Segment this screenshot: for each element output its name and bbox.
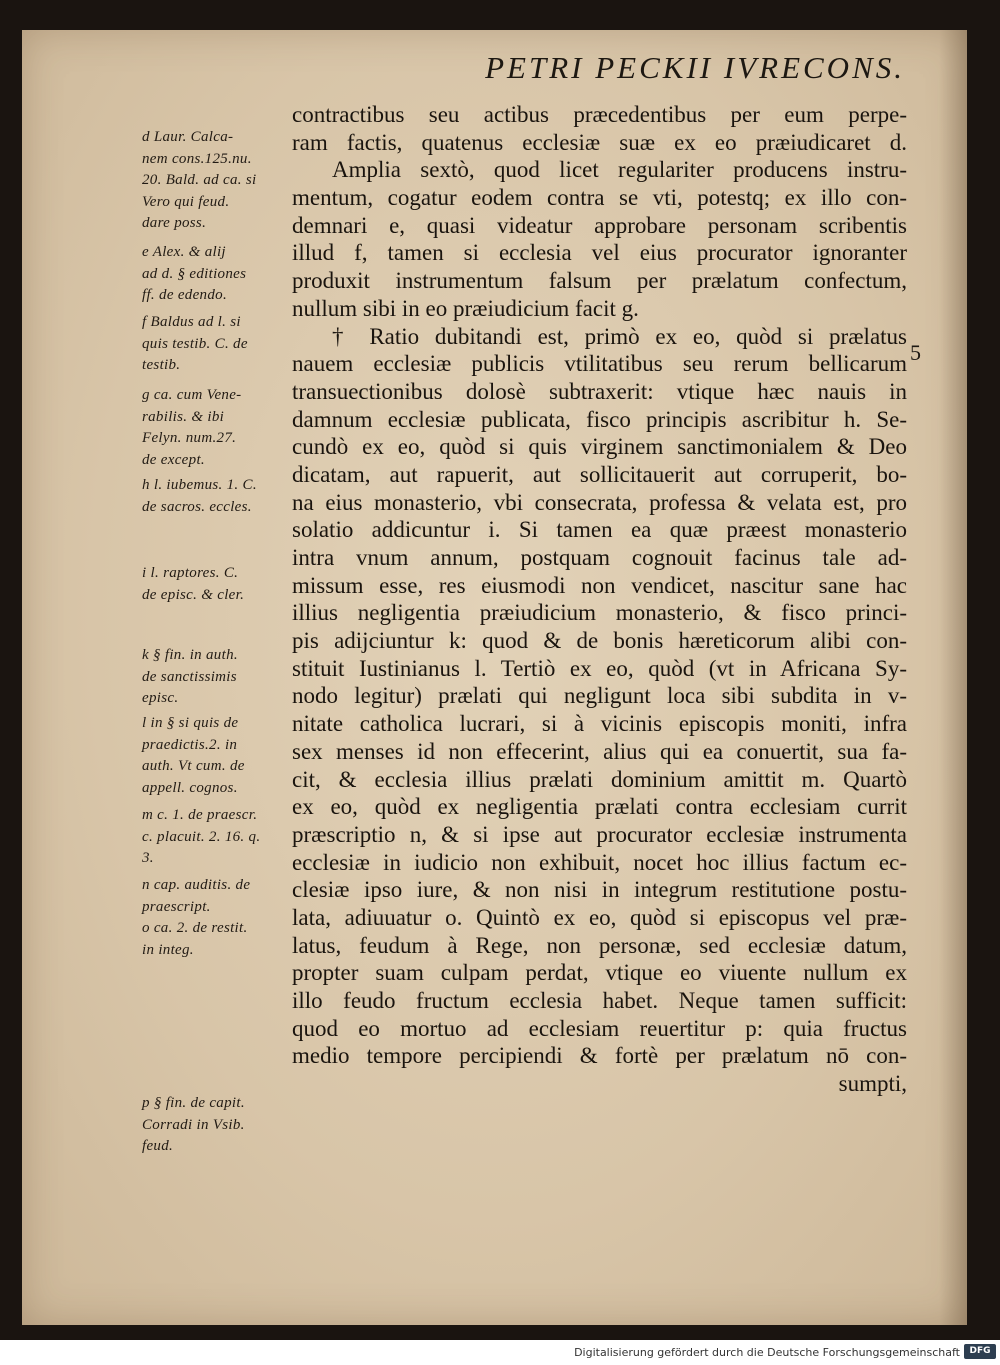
margin-note-m: m c. 1. de praescr. c. placuit. 2. 16. q. 3. — [142, 807, 261, 866]
text-line: quod eo mortuo ad ecclesiam reuertitur p: quia fructus — [292, 1015, 907, 1041]
text-line: ex eo, quòd ex negligentia prælati contra ecclesiam currit — [292, 794, 907, 820]
margin-note-n-o: n cap. auditis. de praescript. o ca. 2. de restit. in integ. — [142, 877, 251, 958]
text-line: illo feudo fructum ecclesia habet. Neque tamen sufficit: — [292, 988, 907, 1013]
text-line: latus, feudum à Rege, non personæ, sed ecclesiæ datum, — [292, 932, 907, 958]
text-line: præscriptio n, & si ipse aut procurator ecclesiæ instrumenta — [292, 821, 907, 847]
text-line: dicatam, aut rapuerit, aut sollicitauerit aut corruperit, bo- — [292, 461, 907, 487]
text-line: cit, & ecclesia illius prælati dominium amittit m. Quartò — [292, 766, 907, 792]
text-line: transuectionibus dolosè subtraxerit: vtique hæc nauis in — [292, 378, 907, 404]
text-line: illud f, tamen si ecclesia vel eius procurator ignoranter — [292, 240, 907, 266]
margin-note-k: k § fin. in auth. de sanctissimis episc. — [142, 647, 238, 706]
margin-note-g: g ca. cum Vene- rabilis. & ibi Felyn. num.27. de except. — [142, 387, 242, 468]
text-line: ecclesiæ in iudicio non exhibuit, nocet hoc illius factum ec- — [292, 849, 907, 875]
margin-note-d: d Laur. Calca- nem cons.125.nu. 20. Bald. ad ca. si Vero qui feud. dare poss. — [142, 129, 257, 231]
text-line: medio tempore percipiendi & fortè per prælatum nō con- — [292, 1043, 907, 1069]
margin-note-l: l in § si quis de praedictis.2. in auth. Vt cum. de appell. cognos. — [142, 715, 245, 796]
text-line: pis adijciuntur k: quod & de bonis hæreticorum alibi con- — [292, 628, 907, 654]
text-line: lata, adiuuatur o. Quintò ex eo, quòd si episcopus vel præ- — [292, 904, 907, 930]
text-line: mentum, cogatur eodem contra se vti, potestq; ex illo con- — [292, 185, 907, 211]
text-line: produxit instrumentum falsum per prælatum confectum, — [292, 268, 907, 294]
text-line: demnari e, quasi videatur approbare personam scribentis — [292, 212, 907, 238]
text-line: intra vnum annum, postquam cognouit facinus tale ad- — [292, 545, 907, 570]
text-line: na eius monasterio, vbi consecrata, professa & velata est, pro — [292, 489, 907, 515]
margin-note-i: i l. raptores. C. de episc. & cler. — [142, 565, 245, 603]
margin-note-f: f Baldus ad l. si quis testib. C. de testib. — [142, 314, 248, 373]
text-line: nullum sibi in eo præiudicium facit g. — [292, 295, 639, 321]
main-text-block — [292, 101, 907, 1098]
text-line: nitate catholica lucrari, si à vicinis episcopis moniti, infra — [292, 711, 907, 737]
text-line: illius negligentia præiudicium monasterio, & fisco princi- — [292, 600, 907, 626]
text-line: nauem ecclesiæ publicis vtilitatibus seu rerum bellicarum — [292, 351, 907, 377]
footer-bar — [0, 1340, 1000, 1365]
text-line: propter suam culpam perdat, vtique eo viuente nullum ex — [292, 960, 907, 986]
text-line: solatio addicuntur i. Si tamen ea quæ præest monasterio — [292, 517, 907, 543]
text-line: missum esse, res eiusmodi non vendicet, nascitur sane hac — [292, 572, 907, 598]
margin-note-p: p § fin. de capit. Corradi in Vsib. feud. — [142, 1095, 245, 1154]
text-line: clesiæ ipso iure, & non nisi in integrum restitutione postu- — [292, 877, 907, 903]
running-head: PETRI PECKII IVRECONS. — [485, 50, 905, 85]
margin-note-e: e Alex. & alij ad d. § editiones ff. de edendo. — [142, 244, 247, 303]
text-line: ram factis, quatenus ecclesiæ suæ ex eo præiudicaret d. — [292, 129, 907, 155]
text-line: damnum ecclesiæ publicata, fisco principis ascribitur h. Se- — [292, 406, 907, 432]
dfg-logo-icon: DFG — [964, 1344, 996, 1359]
text-line: contractibus seu actibus præcedentibus per eum perpe- — [292, 102, 907, 127]
text-line: † Ratio dubitandi est, primò ex eo, quòd si prælatus — [332, 323, 907, 349]
margin-note-h: h l. iubemus. 1. C. de sacros. eccles. — [142, 477, 257, 515]
catchword: sumpti, — [838, 1071, 907, 1097]
footer-credit: Digitalisierung gefördert durch die Deutsche Forschungsgemeinschaft — [574, 1346, 960, 1359]
text-line: Amplia sextò, quod licet regulariter producens instru- — [332, 157, 907, 183]
text-line: cundò ex eo, quòd si quis virginem sanctimonialem & Deo — [292, 434, 907, 460]
text-line: nodo legitur) prælati qui negligunt loca sibi subdita in v- — [292, 683, 907, 709]
text-line: sex menses id non effecerint, alius qui ea conuertit, sua fa- — [292, 738, 907, 764]
page-edge-shadow — [939, 30, 967, 1325]
page-mark: 5 — [910, 340, 921, 365]
text-line: stituit Iustinianus l. Tertiò ex eo, quòd (vt in Africana Sy- — [292, 655, 907, 681]
